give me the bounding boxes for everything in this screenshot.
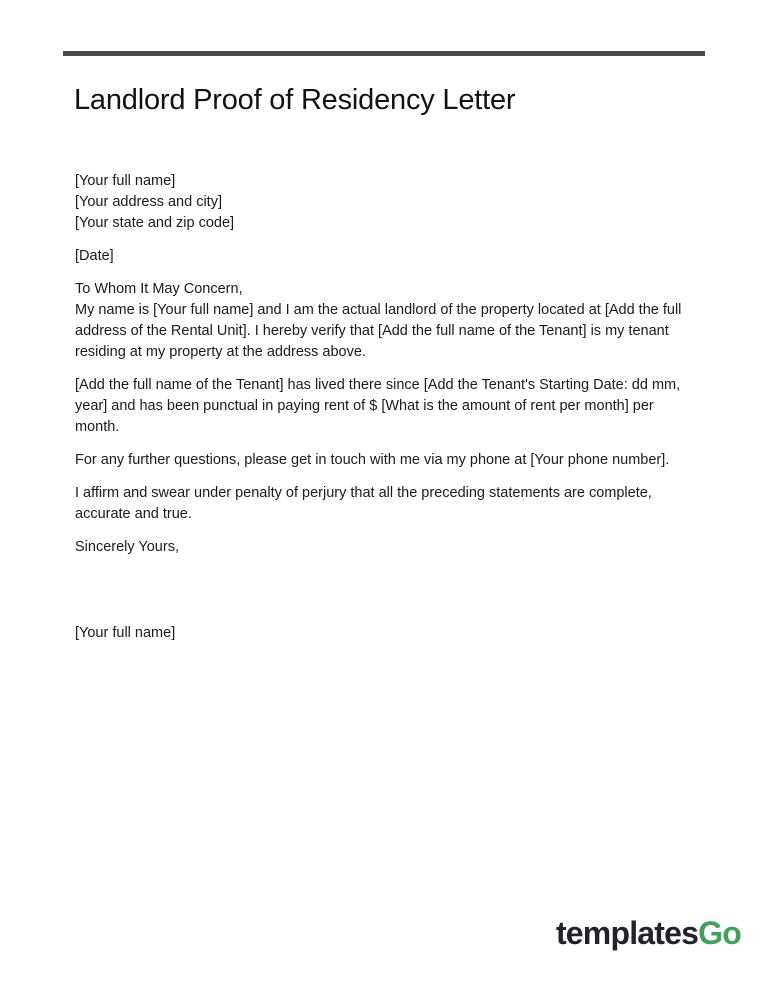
paragraph-4: I affirm and swear under penalty of perjury that all the preceding statements are complete, accurate and true. bbox=[75, 485, 652, 522]
signature-name: [Your full name] bbox=[75, 625, 176, 641]
paragraph-1: My name is [Your full name] and I am the actual landlord of the property located at [Add the full address of the Rental Unit]. I hereby verify that [Add the full name of the Tenant] is my tenant residing at my property at the address above. bbox=[75, 302, 682, 360]
logo-text-templates: templates bbox=[555, 915, 699, 951]
letter-body bbox=[75, 171, 695, 656]
templatesgo-logo bbox=[556, 915, 741, 952]
logo-text-go: Go bbox=[698, 915, 741, 951]
top-rule bbox=[63, 51, 705, 56]
sender-state-zip: [Your state and zip code] bbox=[75, 215, 235, 231]
paragraph-3: For any further questions, please get in touch with me via my phone at [Your phone number]. bbox=[75, 452, 670, 468]
sender-block bbox=[75, 171, 695, 234]
sender-name: [Your full name] bbox=[75, 173, 176, 189]
sender-address-city: [Your address and city] bbox=[75, 194, 222, 210]
paragraph-2: [Add the full name of the Tenant] has lived there since [Add the Tenant's Starting Date: dd mm, year] and has been punctual in paying rent of $ [What is the amount of rent per month] per month. bbox=[75, 377, 681, 435]
date-line: [Date] bbox=[75, 248, 114, 264]
salutation: To Whom It May Concern, bbox=[75, 281, 243, 297]
closing: Sincerely Yours, bbox=[75, 539, 179, 555]
page-title: Landlord Proof of Residency Letter bbox=[74, 84, 516, 116]
paragraph-intro bbox=[75, 279, 695, 363]
